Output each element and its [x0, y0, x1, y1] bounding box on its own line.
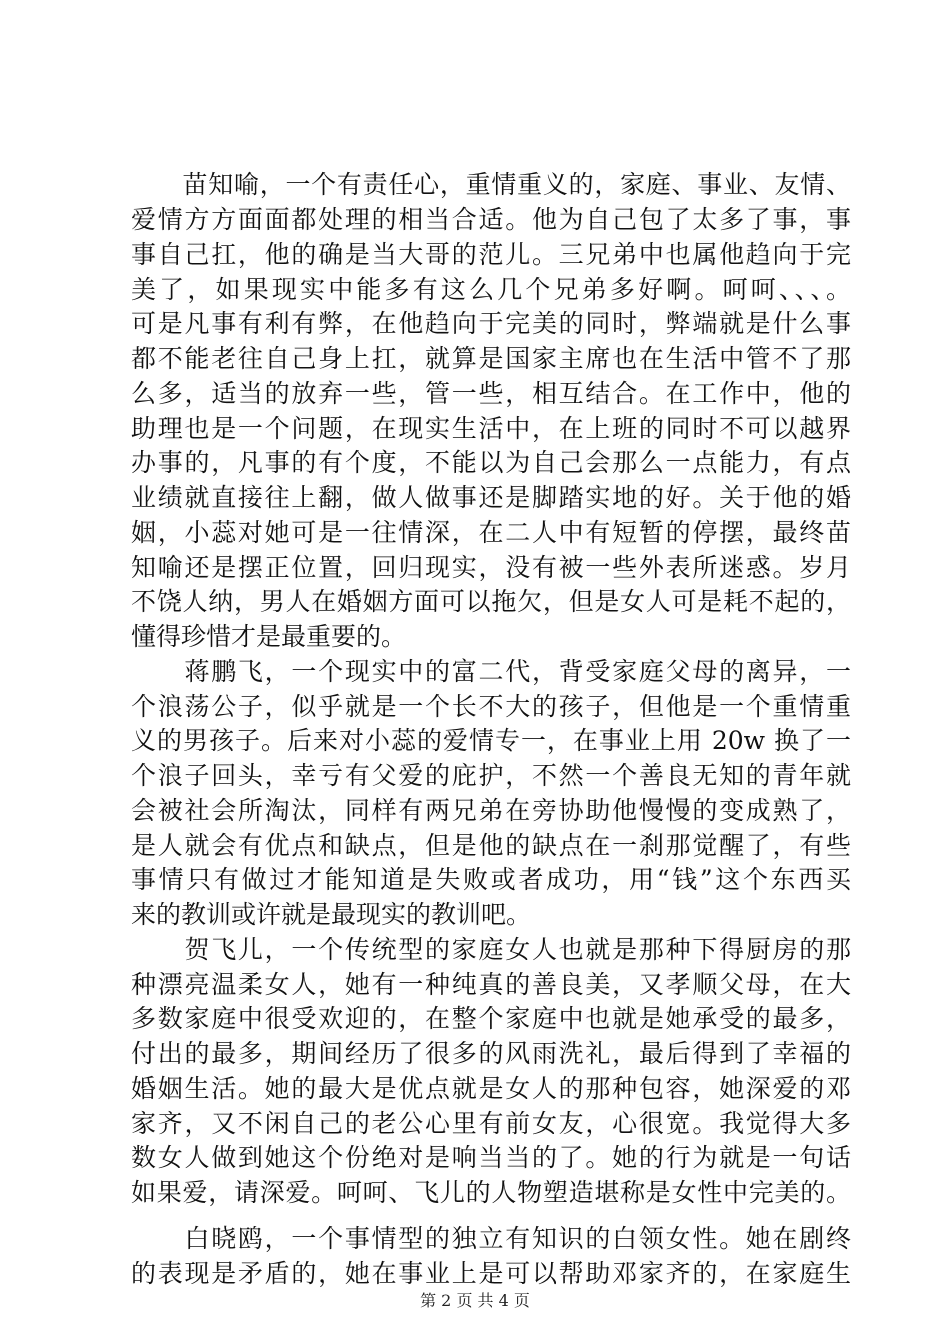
text-line: 数女人做到她这个份绝对是响当当的了。她的行为就是一句话	[131, 1143, 851, 1172]
text-line: 个浪荡公子，似乎就是一个长不大的孩子，但他是一个重情重	[131, 692, 851, 721]
page-number-footer: 第 2 页 共 4 页	[420, 1291, 530, 1310]
text-line: 爱情方方面面都处理的相当合适。他为自己包了太多了事，事	[131, 205, 851, 234]
text-line: 白晓鸥，一个事情型的独立有知识的白领女性。她在剧终	[131, 1224, 851, 1253]
text-line: 蒋鹏飞，一个现实中的富二代，背受家庭父母的离异，一	[131, 657, 851, 686]
text-line: 姻，小蕊对她可是一往情深，在二人中有短暂的停摆，最终苗	[131, 518, 851, 547]
text-line: 办事的，凡事的有个度，不能以为自己会那么一点能力，有点	[131, 448, 851, 477]
text-line: 个浪子回头，幸亏有父爱的庇护，不然一个善良无知的青年就	[131, 761, 851, 790]
text-line: 美了，如果现实中能多有这么几个兄弟多好啊。呵呵、、、。	[131, 275, 851, 304]
text-line: 贺飞儿，一个传统型的家庭女人也就是那种下得厨房的那	[131, 935, 851, 964]
text-line: 是人就会有优点和缺点，但是他的缺点在一刹那觉醒了，有些	[131, 831, 851, 860]
text-line: 都不能老往自己身上扛，就算是国家主席也在生活中管不了那	[131, 344, 851, 373]
text-line: 不饶人纳，男人在婚姻方面可以拖欠，但是女人可是耗不起的，	[131, 587, 851, 616]
text-line: 懂得珍惜才是最重要的。	[131, 622, 407, 651]
text-line: 苗知喻，一个有责任心，重情重义的，家庭、事业、友情、	[131, 170, 851, 199]
text-line: 会被社会所淘汰，同样有两兄弟在旁协助他慢慢的变成熟了，	[131, 796, 851, 825]
text-line: 么多，适当的放弃一些，管一些，相互结合。在工作中，他的	[131, 379, 851, 408]
text-line: 知喻还是摆正位置，回归现实，没有被一些外表所迷惑。岁月	[131, 553, 851, 582]
text-line: 如果爱，请深爱。呵呵、飞儿的人物塑造堪称是女性中完美的。	[131, 1178, 851, 1207]
text-line: 助理也是一个问题，在现实生活中，在上班的同时不可以越界	[131, 414, 851, 443]
text-line: 多数家庭中很受欢迎的，在整个家庭中也就是她承受的最多，	[131, 1004, 851, 1033]
text-line: 义的男孩子。后来对小蕊的爱情专一，在事业上用 20w 换了一	[131, 726, 851, 755]
text-line: 婚姻生活。她的最大是优点就是女人的那种包容，她深爱的邓	[131, 1074, 851, 1103]
text-line: 来的教训或许就是最现实的教训吧。	[131, 900, 532, 929]
text-line: 种漂亮温柔女人，她有一种纯真的善良美，又孝顺父母，在大	[131, 970, 851, 999]
text-line: 业绩就直接往上翻，做人做事还是脚踏实地的好。关于他的婚	[131, 483, 851, 512]
text-line: 家齐，又不闲自己的老公心里有前女友，心很宽。我觉得大多	[131, 1109, 851, 1138]
text-line: 事情只有做过才能知道是失败或者成功，用“钱”这个东西买	[131, 865, 851, 894]
text-line: 可是凡事有利有弊，在他趋向于完美的同时，弊端就是什么事	[131, 309, 851, 338]
text-line: 付出的最多，期间经历了很多的风雨洗礼，最后得到了幸福的	[131, 1039, 851, 1068]
text-line: 的表现是矛盾的，她在事业上是可以帮助邓家齐的，在家庭生	[131, 1259, 851, 1288]
text-line: 事自己扛，他的确是当大哥的范儿。三兄弟中也属他趋向于完	[131, 240, 851, 269]
